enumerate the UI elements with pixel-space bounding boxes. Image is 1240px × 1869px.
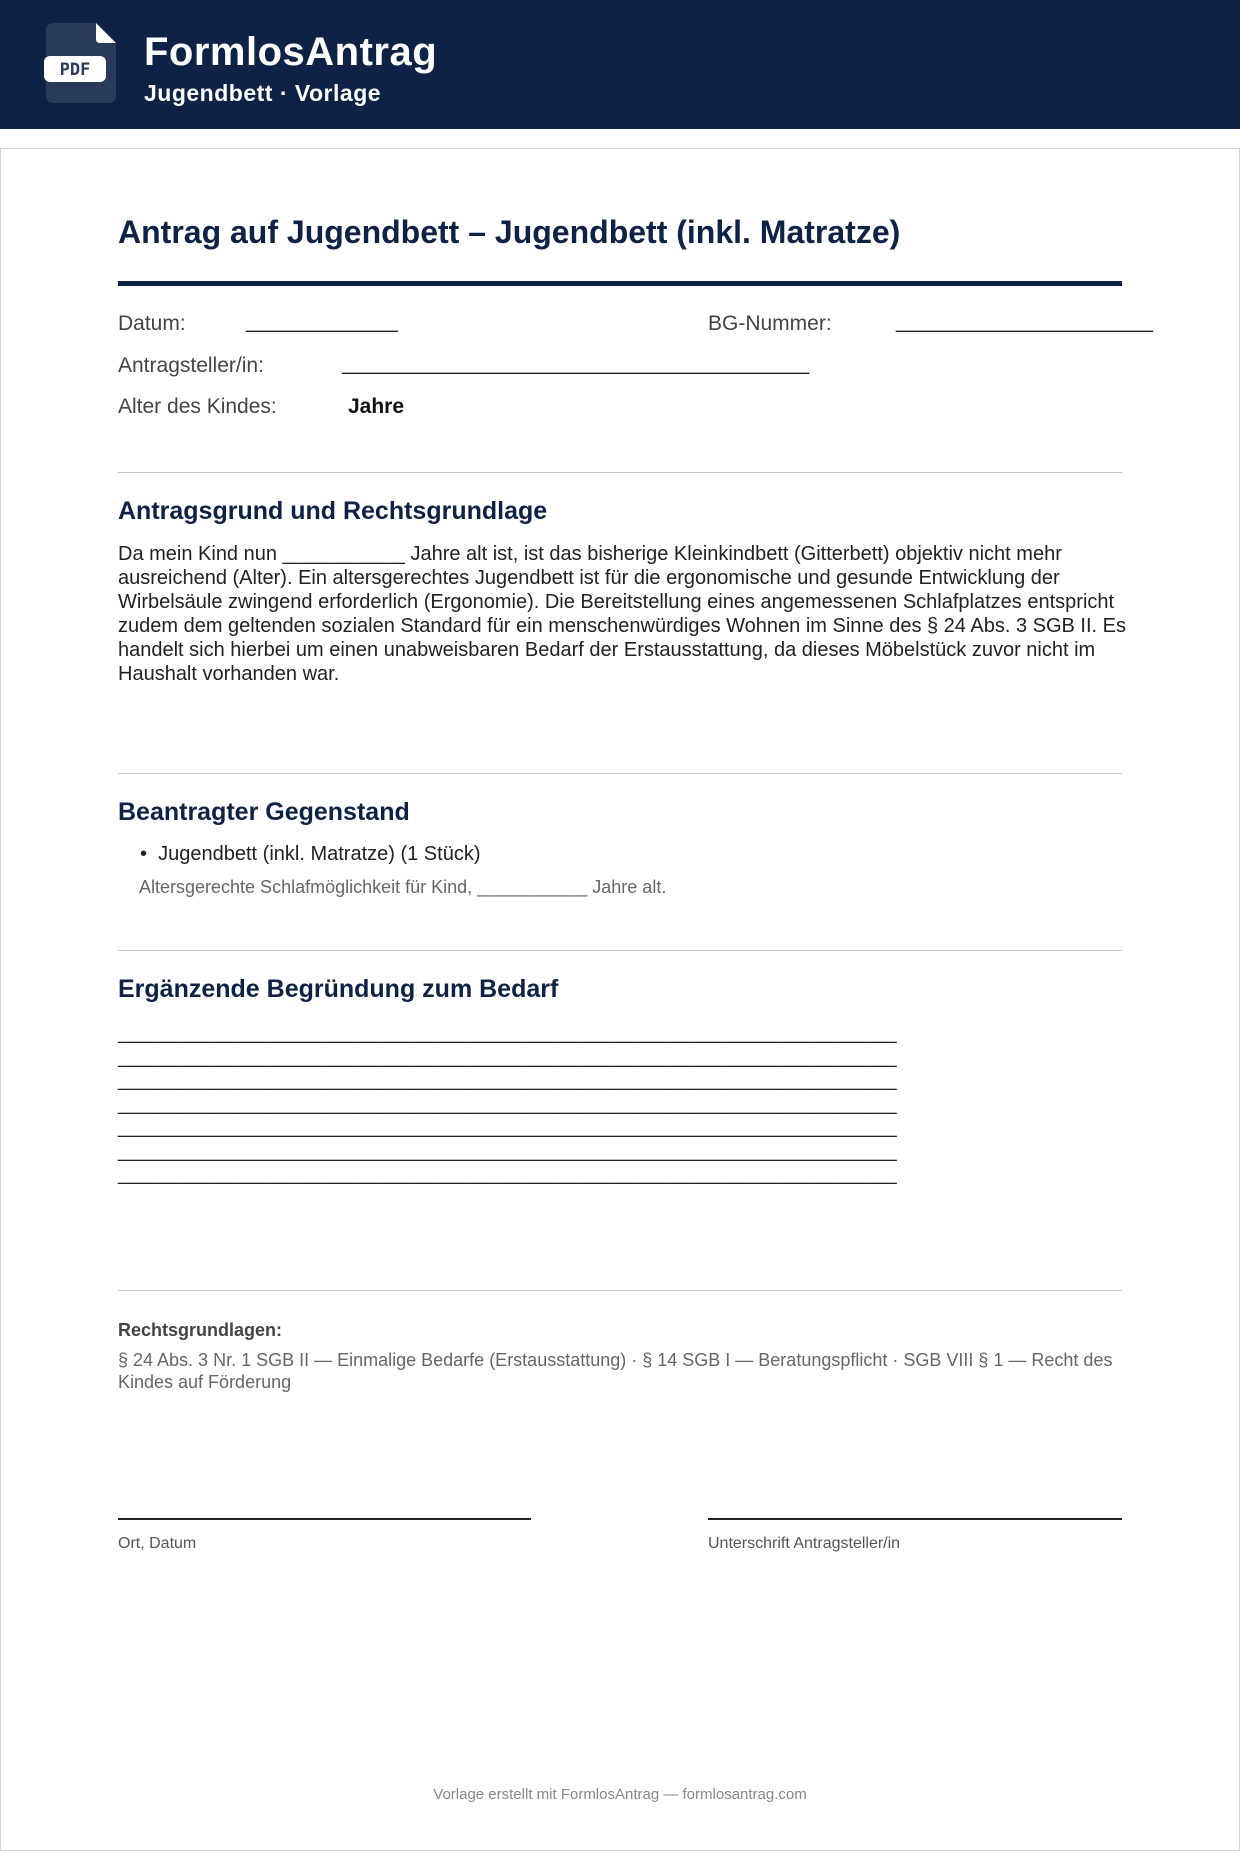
divider: [118, 472, 1122, 473]
document-title: Antrag auf Jugendbett – Jugendbett (inkl. Matratze): [118, 214, 901, 250]
title-divider: [118, 281, 1122, 286]
section-heading-antragsgrund: Antragsgrund und Rechtsgrundlage: [118, 497, 548, 525]
divider: [118, 1290, 1122, 1291]
pdf-file-icon: [44, 23, 116, 103]
datum-field[interactable]: _____________: [246, 310, 398, 333]
alter-value: Jahre: [348, 395, 405, 418]
signature-line-left: [118, 1518, 531, 1520]
item-label: Jugendbett (inkl. Matratze) (1 Stück): [158, 843, 481, 865]
footer-text: Vorlage erstellt mit FormlosAntrag — formlosantrag.com: [433, 1786, 807, 1803]
bg-nummer-field[interactable]: ______________________: [896, 310, 1153, 333]
app-subtitle: Jugendbett · Vorlage: [144, 80, 382, 106]
divider: [118, 773, 1122, 774]
antragsgrund-text: Da mein Kind nun ___________ Jahre alt ist, ist das bisherige Kleinkindbett (Gitterbett) objektiv nicht mehr ausreichend (Alter). Ein altersgerechtes Jugendbett ist für die ergonomische und gesunde Entwicklung der Wirbelsäule zwingend erforderlich (Ergonomie). Die Bereitstellung eines angemessenen Schlafplatzes entspricht zudem dem geltenden sozialen Standard für ein menschenwürdiges Wohnen im Sinne des § 24 Abs. 3 SGB II. Es handelt sich hierbei um einen unabweisbaren Bedarf der Erstausstattung, da dieses Möbelstück zuvor nicht im Haushalt vorhanden war.: [118, 543, 1126, 685]
ort-datum-label: Ort, Datum: [118, 1535, 197, 1552]
app-title: FormlosAntrag: [144, 30, 438, 74]
app-header: [0, 0, 1240, 129]
section-heading-gegenstand: Beantragter Gegenstand: [118, 798, 410, 826]
legal-text: § 24 Abs. 3 Nr. 1 SGB II — Einmalige Bedarfe (Erstausstattung) · § 14 SGB I — Beratungspflicht · SGB VIII § 1 — Recht des Kindes auf Förderung: [118, 1350, 1113, 1392]
item-description: Altersgerechte Schlafmöglichkeit für Kind, ___________ Jahre alt.: [139, 877, 667, 897]
begruendung-lines[interactable]: ______________________________________________________________________ ______________________________________________________________________ ______________________________________________________________________ ______________________________________________________________________ ______________________________________________________________________ ______________________________________________________________________ ______________________________________________________________________: [118, 1022, 897, 1185]
divider: [118, 950, 1122, 951]
alter-label: Alter des Kindes:: [118, 395, 277, 418]
section-heading-begruendung: Ergänzende Begründung zum Bedarf: [118, 975, 559, 1003]
pdf-icon-label: PDF: [59, 60, 91, 80]
signature-label: Unterschrift Antragsteller/in: [708, 1535, 901, 1552]
antragsteller-label: Antragsteller/in:: [118, 354, 264, 377]
bullet-icon: •: [140, 843, 159, 865]
signature-line-right: [708, 1518, 1122, 1520]
legal-heading: Rechtsgrundlagen:: [118, 1320, 283, 1340]
bg-nummer-label: BG-Nummer:: [708, 312, 832, 335]
list-item: [140, 843, 480, 866]
datum-label: Datum:: [118, 312, 186, 335]
antragsteller-field[interactable]: ________________________________________: [342, 352, 810, 375]
